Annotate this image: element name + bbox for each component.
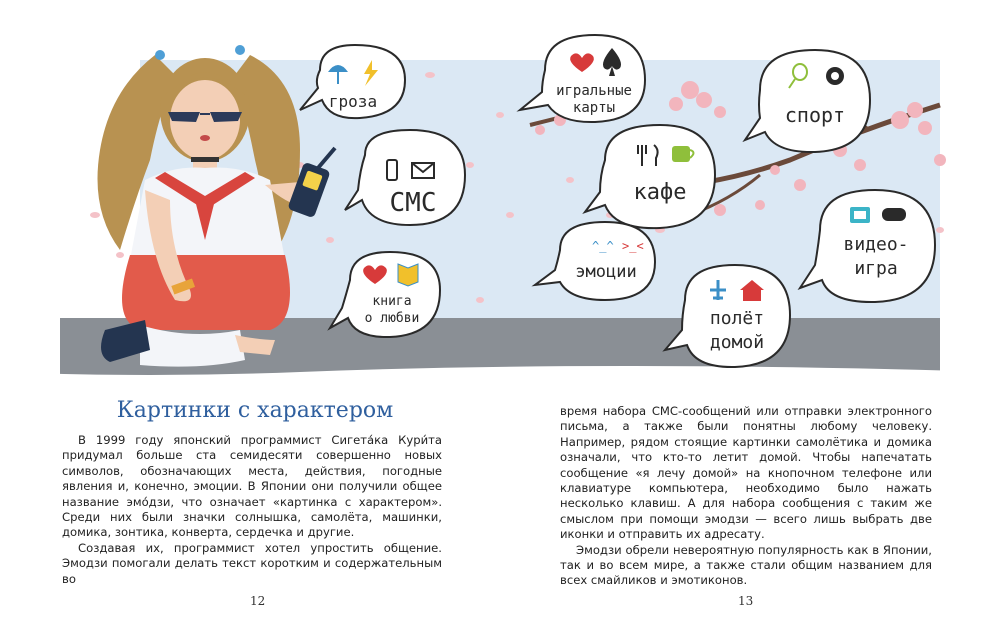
bubble-videoigra-label-2: игра bbox=[854, 258, 898, 279]
right-column bbox=[560, 404, 932, 589]
bubble-polet-label-1: полёт bbox=[709, 308, 765, 329]
happy-face-icon: ^_^ bbox=[592, 239, 614, 253]
angry-face-icon: >_< bbox=[622, 239, 644, 253]
gamepad-icon bbox=[882, 208, 906, 221]
left-column bbox=[62, 433, 442, 587]
section-heading: Картинки с характером bbox=[116, 398, 394, 423]
right-paragraph-1: время набора СМС-сообщений или отправки электронного письма, а также были понятны любому человеку. Например, рядом стоящие картинки самолётика и домика означали, что кто-то летит домой. Чтобы напечатать сообщение «я лечу домой» на кнопочном телефоне или клавиатуре компьютера, необходимо было нажать несколько клавиш. А для набора сообщения с таким же смыслом при помощи эмодзи — всего лишь выбрать две иконки и отправить их адресату. bbox=[560, 404, 932, 542]
right-paragraph-2: Эмодзи обрели невероятную популярность как в Японии, так и во всем мире, а также стали общим названием для всех смайликов и эмотиконов. bbox=[560, 542, 932, 588]
bubble-groza-label: гроза bbox=[328, 92, 378, 111]
bubble-kniga-label-2: о любви bbox=[364, 311, 420, 326]
bubble-kniga-label-1: книга bbox=[372, 294, 412, 309]
left-paragraph-2: Создавая их, программист хотел упростить общение. Эмодзи помогали делать текст коротким и содержательным во bbox=[62, 540, 442, 586]
bubble-polet-label-2: домой bbox=[709, 332, 765, 353]
tv-icon bbox=[850, 207, 870, 223]
bubble-videoigra-label-1: видео- bbox=[843, 234, 909, 255]
bubble-karty-label-1: игральные bbox=[556, 83, 632, 99]
bubble-emocii-label: эмоции bbox=[575, 262, 637, 282]
bubble-sport-label: спорт bbox=[784, 103, 846, 127]
bubble-sms-label: СМС bbox=[389, 188, 437, 218]
page-number-left: 12 bbox=[250, 594, 266, 608]
bubble-karty-label-2: карты bbox=[572, 100, 616, 116]
soccer-ball-icon bbox=[826, 67, 844, 85]
page-number-right: 13 bbox=[738, 594, 754, 608]
bubble-kafe-label: кафе bbox=[633, 180, 687, 205]
left-paragraph-1: В 1999 году японский программист Сигета́ка Кури́та придумал больше ста семидесяти совершенно новых символов, обозначающих места, действия, погодные явления и, конечно, эмоции. В Японии они получили общее название эмо́дзи, что означает «картинка с характером». Среди них были значки солнышка, самолёта, машинки, домика, зонтика, конверта, сердечка и другие. bbox=[62, 433, 442, 540]
